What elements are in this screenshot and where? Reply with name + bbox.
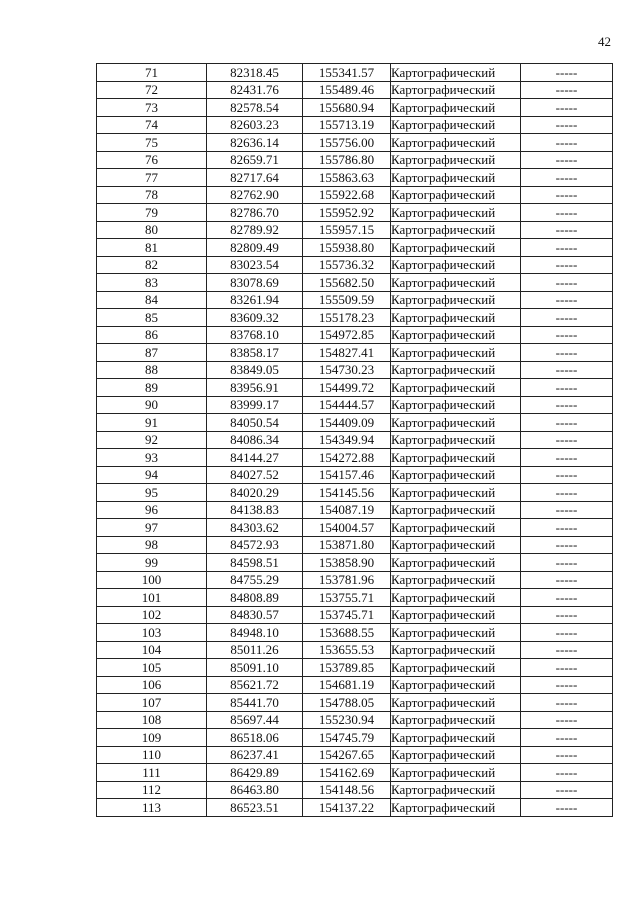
table-row	[97, 711, 613, 729]
method-cell: Картографический	[391, 554, 521, 572]
y-coordinate-cell: 155713.19	[303, 116, 391, 134]
accuracy-cell: -----	[521, 379, 613, 397]
point-number-cell: 85	[97, 309, 207, 327]
y-coordinate-cell: 155178.23	[303, 309, 391, 327]
y-coordinate-cell: 153871.80	[303, 536, 391, 554]
point-number-cell: 88	[97, 361, 207, 379]
accuracy-cell: -----	[521, 676, 613, 694]
y-coordinate-cell: 154267.65	[303, 746, 391, 764]
table-row	[97, 239, 613, 257]
x-coordinate-cell: 84948.10	[207, 624, 303, 642]
y-coordinate-cell: 155756.00	[303, 134, 391, 152]
table-row	[97, 676, 613, 694]
x-coordinate-cell: 85091.10	[207, 659, 303, 677]
x-coordinate-cell: 84598.51	[207, 554, 303, 572]
y-coordinate-cell: 155230.94	[303, 711, 391, 729]
y-coordinate-cell: 155863.63	[303, 169, 391, 187]
point-number-cell: 71	[97, 64, 207, 82]
x-coordinate-cell: 84830.57	[207, 606, 303, 624]
y-coordinate-cell: 155922.68	[303, 186, 391, 204]
method-cell: Картографический	[391, 414, 521, 432]
method-cell: Картографический	[391, 239, 521, 257]
y-coordinate-cell: 155489.46	[303, 81, 391, 99]
table-row	[97, 326, 613, 344]
y-coordinate-cell: 154087.19	[303, 501, 391, 519]
x-coordinate-cell: 86429.89	[207, 764, 303, 782]
table-row	[97, 659, 613, 677]
method-cell: Картографический	[391, 606, 521, 624]
table-row	[97, 344, 613, 362]
accuracy-cell: -----	[521, 799, 613, 817]
accuracy-cell: -----	[521, 501, 613, 519]
x-coordinate-cell: 83849.05	[207, 361, 303, 379]
table-row	[97, 414, 613, 432]
y-coordinate-cell: 155341.57	[303, 64, 391, 82]
x-coordinate-cell: 84808.89	[207, 589, 303, 607]
method-cell: Картографический	[391, 361, 521, 379]
method-cell: Картографический	[391, 484, 521, 502]
x-coordinate-cell: 84303.62	[207, 519, 303, 537]
table-row	[97, 589, 613, 607]
y-coordinate-cell: 155952.92	[303, 204, 391, 222]
accuracy-cell: -----	[521, 134, 613, 152]
y-coordinate-cell: 154745.79	[303, 729, 391, 747]
method-cell: Картографический	[391, 781, 521, 799]
method-cell: Картографический	[391, 449, 521, 467]
coordinates-table	[96, 63, 613, 817]
x-coordinate-cell: 85697.44	[207, 711, 303, 729]
y-coordinate-cell: 153789.85	[303, 659, 391, 677]
table-row	[97, 729, 613, 747]
method-cell: Картографический	[391, 344, 521, 362]
table-row	[97, 764, 613, 782]
method-cell: Картографический	[391, 116, 521, 134]
y-coordinate-cell: 154730.23	[303, 361, 391, 379]
method-cell: Картографический	[391, 431, 521, 449]
x-coordinate-cell: 85011.26	[207, 641, 303, 659]
point-number-cell: 87	[97, 344, 207, 362]
method-cell: Картографический	[391, 396, 521, 414]
table-row	[97, 746, 613, 764]
x-coordinate-cell: 83023.54	[207, 256, 303, 274]
table-row	[97, 256, 613, 274]
point-number-cell: 76	[97, 151, 207, 169]
table-row	[97, 151, 613, 169]
method-cell: Картографический	[391, 799, 521, 817]
method-cell: Картографический	[391, 64, 521, 82]
method-cell: Картографический	[391, 624, 521, 642]
table-row	[97, 799, 613, 817]
x-coordinate-cell: 82578.54	[207, 99, 303, 117]
x-coordinate-cell: 82762.90	[207, 186, 303, 204]
point-number-cell: 102	[97, 606, 207, 624]
accuracy-cell: -----	[521, 519, 613, 537]
y-coordinate-cell: 153755.71	[303, 589, 391, 607]
method-cell: Картографический	[391, 729, 521, 747]
point-number-cell: 73	[97, 99, 207, 117]
point-number-cell: 75	[97, 134, 207, 152]
accuracy-cell: -----	[521, 64, 613, 82]
accuracy-cell: -----	[521, 431, 613, 449]
table-row	[97, 694, 613, 712]
point-number-cell: 82	[97, 256, 207, 274]
y-coordinate-cell: 154444.57	[303, 396, 391, 414]
table-row	[97, 134, 613, 152]
method-cell: Картографический	[391, 519, 521, 537]
point-number-cell: 74	[97, 116, 207, 134]
method-cell: Картографический	[391, 746, 521, 764]
point-number-cell: 98	[97, 536, 207, 554]
table-row	[97, 781, 613, 799]
page-number: 42	[598, 34, 611, 49]
table-row	[97, 449, 613, 467]
point-number-cell: 99	[97, 554, 207, 572]
accuracy-cell: -----	[521, 414, 613, 432]
method-cell: Картографический	[391, 501, 521, 519]
y-coordinate-cell: 153858.90	[303, 554, 391, 572]
accuracy-cell: -----	[521, 711, 613, 729]
x-coordinate-cell: 83261.94	[207, 291, 303, 309]
x-coordinate-cell: 84027.52	[207, 466, 303, 484]
accuracy-cell: -----	[521, 589, 613, 607]
point-number-cell: 101	[97, 589, 207, 607]
method-cell: Картографический	[391, 536, 521, 554]
table-row	[97, 169, 613, 187]
accuracy-cell: -----	[521, 466, 613, 484]
accuracy-cell: -----	[521, 606, 613, 624]
x-coordinate-cell: 86523.51	[207, 799, 303, 817]
x-coordinate-cell: 83609.32	[207, 309, 303, 327]
y-coordinate-cell: 153688.55	[303, 624, 391, 642]
accuracy-cell: -----	[521, 571, 613, 589]
accuracy-cell: -----	[521, 694, 613, 712]
accuracy-cell: -----	[521, 186, 613, 204]
accuracy-cell: -----	[521, 484, 613, 502]
accuracy-cell: -----	[521, 221, 613, 239]
x-coordinate-cell: 82786.70	[207, 204, 303, 222]
y-coordinate-cell: 154004.57	[303, 519, 391, 537]
accuracy-cell: -----	[521, 659, 613, 677]
accuracy-cell: -----	[521, 116, 613, 134]
accuracy-cell: -----	[521, 344, 613, 362]
accuracy-cell: -----	[521, 764, 613, 782]
accuracy-cell: -----	[521, 641, 613, 659]
method-cell: Картографический	[391, 134, 521, 152]
point-number-cell: 83	[97, 274, 207, 292]
point-number-cell: 92	[97, 431, 207, 449]
accuracy-cell: -----	[521, 309, 613, 327]
point-number-cell: 81	[97, 239, 207, 257]
y-coordinate-cell: 154145.56	[303, 484, 391, 502]
y-coordinate-cell: 154788.05	[303, 694, 391, 712]
point-number-cell: 80	[97, 221, 207, 239]
method-cell: Картографический	[391, 256, 521, 274]
table-row	[97, 466, 613, 484]
point-number-cell: 107	[97, 694, 207, 712]
method-cell: Картографический	[391, 151, 521, 169]
y-coordinate-cell: 155957.15	[303, 221, 391, 239]
point-number-cell: 103	[97, 624, 207, 642]
method-cell: Картографический	[391, 169, 521, 187]
point-number-cell: 96	[97, 501, 207, 519]
x-coordinate-cell: 83768.10	[207, 326, 303, 344]
method-cell: Картографический	[391, 274, 521, 292]
y-coordinate-cell: 155736.32	[303, 256, 391, 274]
point-number-cell: 105	[97, 659, 207, 677]
y-coordinate-cell: 155938.80	[303, 239, 391, 257]
point-number-cell: 90	[97, 396, 207, 414]
x-coordinate-cell: 84086.34	[207, 431, 303, 449]
table-row	[97, 519, 613, 537]
x-coordinate-cell: 82431.76	[207, 81, 303, 99]
table-row	[97, 484, 613, 502]
y-coordinate-cell: 154499.72	[303, 379, 391, 397]
table-row	[97, 361, 613, 379]
table-row	[97, 379, 613, 397]
y-coordinate-cell: 154162.69	[303, 764, 391, 782]
method-cell: Картографический	[391, 326, 521, 344]
x-coordinate-cell: 86518.06	[207, 729, 303, 747]
point-number-cell: 93	[97, 449, 207, 467]
table-row	[97, 221, 613, 239]
table-row	[97, 99, 613, 117]
table-row	[97, 396, 613, 414]
accuracy-cell: -----	[521, 239, 613, 257]
point-number-cell: 77	[97, 169, 207, 187]
table-row	[97, 606, 613, 624]
x-coordinate-cell: 82659.71	[207, 151, 303, 169]
y-coordinate-cell: 154272.88	[303, 449, 391, 467]
accuracy-cell: -----	[521, 81, 613, 99]
point-number-cell: 109	[97, 729, 207, 747]
point-number-cell: 111	[97, 764, 207, 782]
y-coordinate-cell: 155682.50	[303, 274, 391, 292]
table-row	[97, 554, 613, 572]
coordinates-table-body	[97, 64, 613, 817]
accuracy-cell: -----	[521, 326, 613, 344]
accuracy-cell: -----	[521, 396, 613, 414]
point-number-cell: 106	[97, 676, 207, 694]
point-number-cell: 91	[97, 414, 207, 432]
y-coordinate-cell: 154972.85	[303, 326, 391, 344]
y-coordinate-cell: 155786.80	[303, 151, 391, 169]
x-coordinate-cell: 86237.41	[207, 746, 303, 764]
y-coordinate-cell: 154137.22	[303, 799, 391, 817]
method-cell: Картографический	[391, 764, 521, 782]
y-coordinate-cell: 154409.09	[303, 414, 391, 432]
method-cell: Картографический	[391, 676, 521, 694]
table-row	[97, 641, 613, 659]
table-row	[97, 309, 613, 327]
method-cell: Картографический	[391, 466, 521, 484]
method-cell: Картографический	[391, 186, 521, 204]
y-coordinate-cell: 154681.19	[303, 676, 391, 694]
accuracy-cell: -----	[521, 169, 613, 187]
method-cell: Картографический	[391, 99, 521, 117]
accuracy-cell: -----	[521, 449, 613, 467]
accuracy-cell: -----	[521, 361, 613, 379]
x-coordinate-cell: 83078.69	[207, 274, 303, 292]
y-coordinate-cell: 154148.56	[303, 781, 391, 799]
accuracy-cell: -----	[521, 729, 613, 747]
x-coordinate-cell: 82636.14	[207, 134, 303, 152]
point-number-cell: 108	[97, 711, 207, 729]
accuracy-cell: -----	[521, 746, 613, 764]
y-coordinate-cell: 153655.53	[303, 641, 391, 659]
x-coordinate-cell: 84144.27	[207, 449, 303, 467]
point-number-cell: 89	[97, 379, 207, 397]
x-coordinate-cell: 84138.83	[207, 501, 303, 519]
accuracy-cell: -----	[521, 554, 613, 572]
x-coordinate-cell: 85441.70	[207, 694, 303, 712]
table-row	[97, 274, 613, 292]
table-row	[97, 291, 613, 309]
table-row	[97, 186, 613, 204]
x-coordinate-cell: 82603.23	[207, 116, 303, 134]
y-coordinate-cell: 153745.71	[303, 606, 391, 624]
accuracy-cell: -----	[521, 151, 613, 169]
y-coordinate-cell: 154827.41	[303, 344, 391, 362]
point-number-cell: 113	[97, 799, 207, 817]
x-coordinate-cell: 82717.64	[207, 169, 303, 187]
x-coordinate-cell: 83956.91	[207, 379, 303, 397]
point-number-cell: 72	[97, 81, 207, 99]
accuracy-cell: -----	[521, 291, 613, 309]
x-coordinate-cell: 83999.17	[207, 396, 303, 414]
x-coordinate-cell: 82318.45	[207, 64, 303, 82]
accuracy-cell: -----	[521, 781, 613, 799]
method-cell: Картографический	[391, 711, 521, 729]
point-number-cell: 94	[97, 466, 207, 484]
point-number-cell: 104	[97, 641, 207, 659]
accuracy-cell: -----	[521, 204, 613, 222]
x-coordinate-cell: 82789.92	[207, 221, 303, 239]
method-cell: Картографический	[391, 221, 521, 239]
x-coordinate-cell: 82809.49	[207, 239, 303, 257]
method-cell: Картографический	[391, 694, 521, 712]
accuracy-cell: -----	[521, 536, 613, 554]
x-coordinate-cell: 86463.80	[207, 781, 303, 799]
point-number-cell: 97	[97, 519, 207, 537]
accuracy-cell: -----	[521, 99, 613, 117]
x-coordinate-cell: 83858.17	[207, 344, 303, 362]
y-coordinate-cell: 154157.46	[303, 466, 391, 484]
point-number-cell: 100	[97, 571, 207, 589]
y-coordinate-cell: 155509.59	[303, 291, 391, 309]
point-number-cell: 95	[97, 484, 207, 502]
table-row	[97, 501, 613, 519]
method-cell: Картографический	[391, 641, 521, 659]
method-cell: Картографический	[391, 81, 521, 99]
x-coordinate-cell: 85621.72	[207, 676, 303, 694]
point-number-cell: 112	[97, 781, 207, 799]
accuracy-cell: -----	[521, 256, 613, 274]
point-number-cell: 78	[97, 186, 207, 204]
accuracy-cell: -----	[521, 274, 613, 292]
x-coordinate-cell: 84755.29	[207, 571, 303, 589]
y-coordinate-cell: 153781.96	[303, 571, 391, 589]
method-cell: Картографический	[391, 571, 521, 589]
accuracy-cell: -----	[521, 624, 613, 642]
y-coordinate-cell: 154349.94	[303, 431, 391, 449]
method-cell: Картографический	[391, 379, 521, 397]
point-number-cell: 86	[97, 326, 207, 344]
method-cell: Картографический	[391, 659, 521, 677]
table-row	[97, 64, 613, 82]
table-row	[97, 204, 613, 222]
table-row	[97, 431, 613, 449]
method-cell: Картографический	[391, 309, 521, 327]
table-row	[97, 624, 613, 642]
table-row	[97, 571, 613, 589]
method-cell: Картографический	[391, 589, 521, 607]
point-number-cell: 110	[97, 746, 207, 764]
x-coordinate-cell: 84020.29	[207, 484, 303, 502]
table-row	[97, 81, 613, 99]
method-cell: Картографический	[391, 291, 521, 309]
point-number-cell: 84	[97, 291, 207, 309]
table-row	[97, 536, 613, 554]
y-coordinate-cell: 155680.94	[303, 99, 391, 117]
table-row	[97, 116, 613, 134]
point-number-cell: 79	[97, 204, 207, 222]
method-cell: Картографический	[391, 204, 521, 222]
x-coordinate-cell: 84572.93	[207, 536, 303, 554]
x-coordinate-cell: 84050.54	[207, 414, 303, 432]
